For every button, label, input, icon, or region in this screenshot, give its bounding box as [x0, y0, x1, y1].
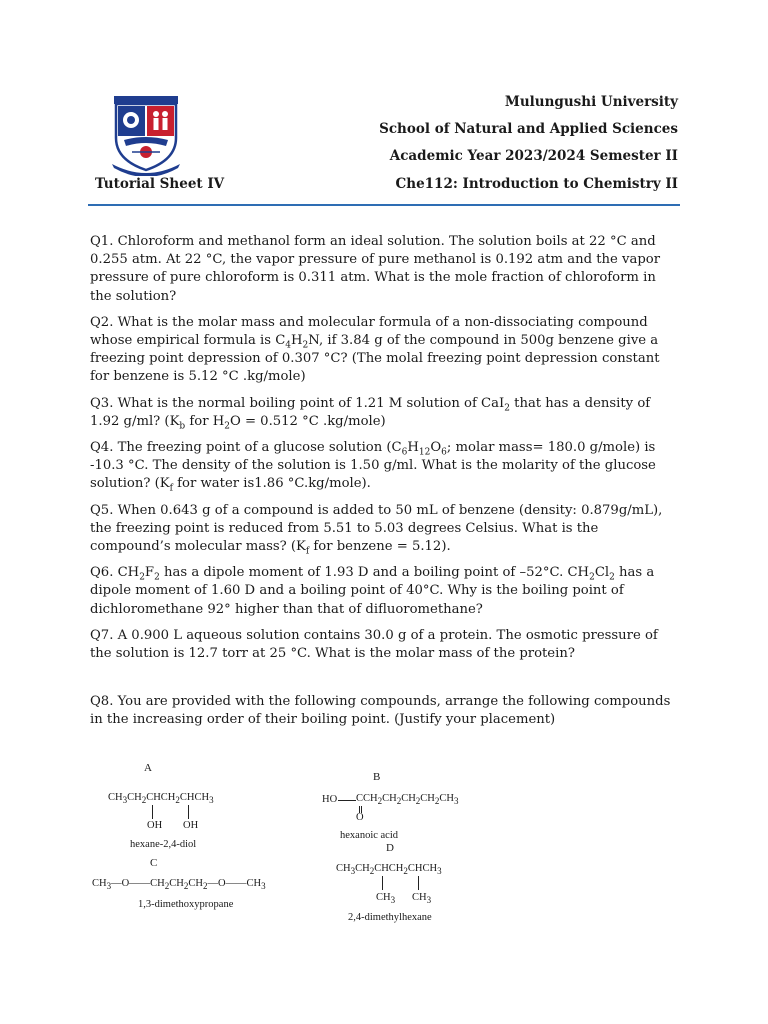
university-crest-logo [110, 94, 182, 176]
question-4: Q4. The freezing point of a glucose solution ($C_6H_{12}O_6$; molar mass= 180.0 g/mole) is -10.3 °C. The density of the solution is 1.50 g/ml. What is the molarity of the glucose solution? ($K_f$ for water is1.86 °C.kg/mole). [90, 440, 656, 495]
structure-c-letter: C [150, 857, 158, 869]
structure-b-o: O [356, 812, 364, 823]
structure-a-name: hexane-2,4-diol [130, 839, 197, 850]
academic-year: Academic Year 2023/2024 Semester II [389, 148, 678, 164]
structure-d-bond-2 [418, 876, 419, 890]
structure-d-letter: D [386, 842, 394, 854]
structure-d-bond-1 [382, 876, 383, 890]
sheet-title: Tutorial Sheet IV [95, 176, 225, 192]
structure-a-letter: A [144, 762, 152, 774]
structure-b-letter: B [373, 771, 381, 783]
structure-d-name: 2,4-dimethylhexane [348, 912, 432, 923]
structure-a-formula: $CH_3CH_2CHCH_2CHCH_3$ [108, 792, 214, 806]
question-8: Q8. You are provided with the following compounds, arrange the following compounds in the increasing order of their boiling point. (Justify your placement) [90, 694, 671, 728]
structure-b-ho: HO [322, 794, 338, 805]
structure-d-methyl-1: $CH_3$ [376, 892, 396, 906]
question-7: Q7. A 0.900 L aqueous solution contains 30.0 g of a protein. The osmotic pressure of the solution is 12.7 torr at 25 °C. What is the molar mass of the protein? [90, 627, 658, 662]
structure-c-formula: $CH_3—O——CH_2CH_2CH_2—O——CH_3$ [92, 878, 266, 892]
structure-c-name: 1,3-dimethoxypropane [138, 899, 234, 910]
question-1: Q1. Chloroform and methanol form an ideal solution. The solution boils at 22 °C and 0.255 atm. At 22 °C, the vapor pressure of pure methanol is 0.192 atm and the vapor pressure of pure chloroform is 0.311 atm. What is the mole fraction of chloroform in the solution? [90, 234, 661, 304]
question-6: Q6. $CH_2F_2$ has a dipole moment of 1.93 D and a boiling point of –52°C. $CH_2Cl_2$ has a dipole moment of 1.60 D and a boiling point of 40°C. Why is the boiling point of dichloromethane 92° higher than that of difluoromethane? [90, 565, 655, 617]
structure-a-oh-2: OH [183, 820, 199, 831]
structure-d-methyl-2: $CH_3$ [412, 892, 432, 906]
structure-b-bond-ho [338, 800, 356, 801]
question-2: Q2. What is the molar mass and molecular formula of a non-dissociating compound whose empirical formula is $C_4H_2N$, if 3.84 g of the compound in 500g benzene give a freezing point depression of 0.307 °C? (The molal freezing point depression constant for benzene is 5.12 °C .kg/mole) [90, 314, 660, 385]
structure-a-oh-1: OH [147, 820, 163, 831]
course-title: Che112: Introduction to Chemistry II [395, 176, 678, 192]
structure-d-formula: $CH_3CH_2CHCH_2CHCH_3$ [336, 863, 442, 877]
structure-a-bond-2 [188, 805, 189, 819]
question-list [90, 233, 680, 738]
header-divider [88, 204, 680, 206]
structure-b-name: hexanoic acid [340, 830, 399, 841]
school-name: School of Natural and Applied Sciences [379, 121, 678, 137]
structure-b-formula: $CCH_2CH_2CH_2CH_2CH_3$ [356, 793, 459, 807]
university-name: Mulungushi University [504, 94, 678, 110]
structure-a-bond-1 [152, 805, 153, 819]
question-5: Q5. When 0.643 g of a compound is added to 50 mL of benzene (density: 0.879g/mL), the freezing point is reduced from 5.51 to 5.03 degrees Celsius. What is the compound’s molecular mass? ($K_f$ for benzene = 5.12). [90, 502, 663, 557]
question-3: Q3. What is the normal boiling point of 1.21 M solution of CaI$_2$ that has a density of 1.92 g/ml? ($K_b$ for $H_2O = 0.512$ °C .kg/mole) [90, 395, 651, 432]
